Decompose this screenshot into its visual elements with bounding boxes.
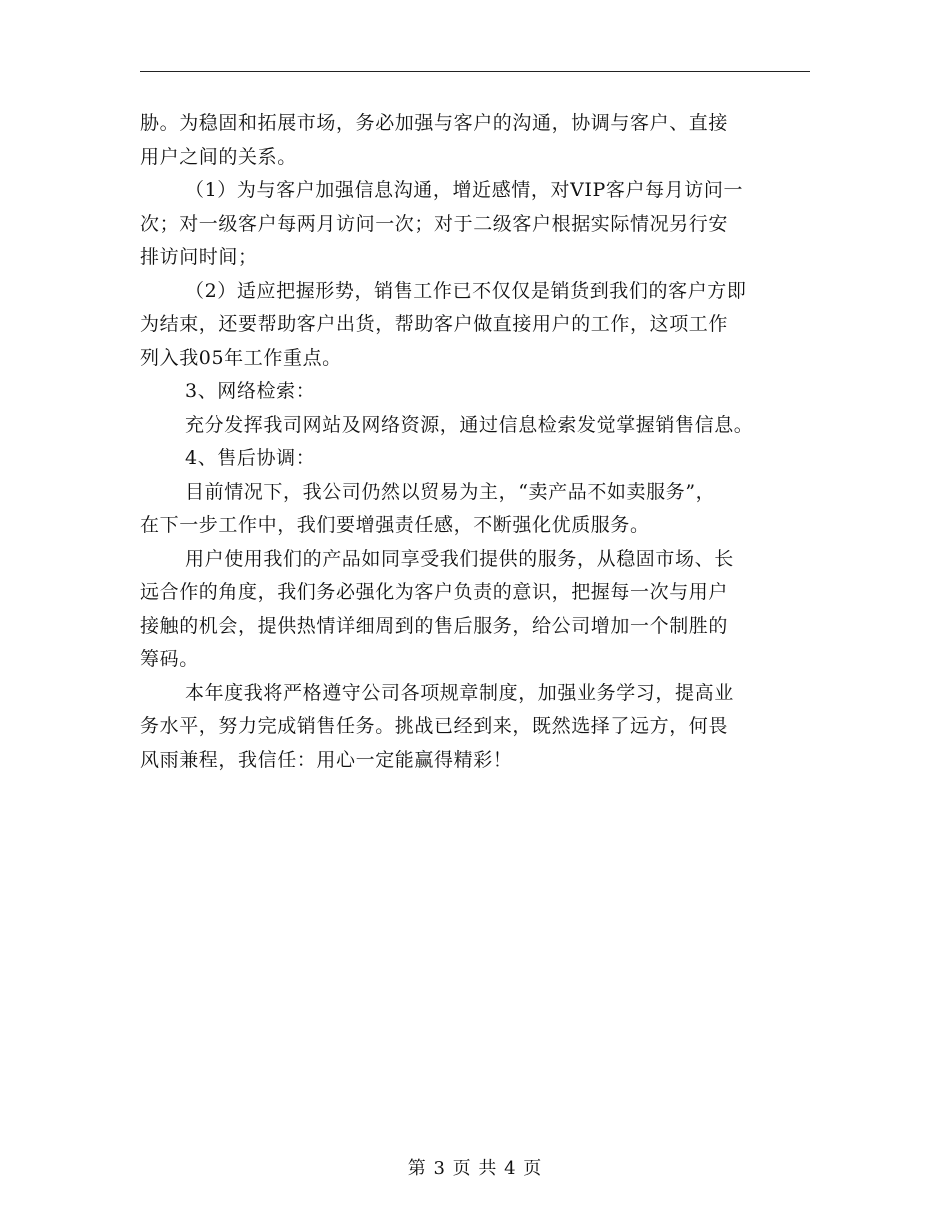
text-line: 充分发挥我司网站及网络资源，通过信息检索发觉掌握销售信息。: [185, 413, 754, 436]
text-line: 胁。为稳固和拓展市场，务必加强与客户的沟通，协调与客户、直接: [140, 112, 729, 134]
text-line: 目前情况下，我公司仍然以贸易为主，“卖产品不如卖服务”，: [185, 480, 716, 503]
text-line: 务水平，努力完成销售任务。挑战已经到来，既然选择了远方，何畏: [140, 715, 729, 737]
text-line: 本年度我将严格遵守公司各项规章制度，加强业务学习，提高业: [185, 681, 734, 704]
text-line: 次；对一级客户每两月访问一次；对于二级客户根据实际情况另行安: [140, 212, 729, 235]
text-line: 筹码。: [140, 648, 199, 670]
document-body: [140, 107, 812, 777]
text-line: 4、售后协调：: [185, 447, 316, 469]
text-line: 为结束，还要帮助客户出货，帮助客户做直接用户的工作，这项工作: [140, 313, 729, 335]
text-line: 接触的机会，提供热情详细周到的售后服务，给公司增加一个制胜的: [140, 614, 729, 637]
text-line: 用户之间的关系。: [140, 145, 297, 168]
text-line: 3、网络检索：: [185, 380, 316, 402]
header-rule: [140, 71, 810, 72]
text-line: 风雨兼程，我信任：用心一定能赢得精彩！: [140, 748, 513, 771]
text-line: （1）为与客户加强信息沟通，增近感情，对VIP客户每月访问一: [185, 179, 744, 201]
text-line: 在下一步工作中，我们要增强责任感，不断强化优质服务。: [140, 514, 650, 536]
text-line: 用户使用我们的产品如同享受我们提供的服务，从稳固市场、长: [185, 547, 734, 570]
text-line: 排访问时间；: [140, 246, 258, 268]
text-line: 远合作的角度，我们务必强化为客户负责的意识，把握每一次与用户: [140, 581, 729, 603]
text-line: （2）适应把握形势，销售工作已不仅仅是销货到我们的客户方即: [185, 279, 747, 302]
page-footer: 第 3 页 共 4 页: [407, 1158, 543, 1179]
text-line: 列入我05年工作重点。: [140, 346, 342, 369]
